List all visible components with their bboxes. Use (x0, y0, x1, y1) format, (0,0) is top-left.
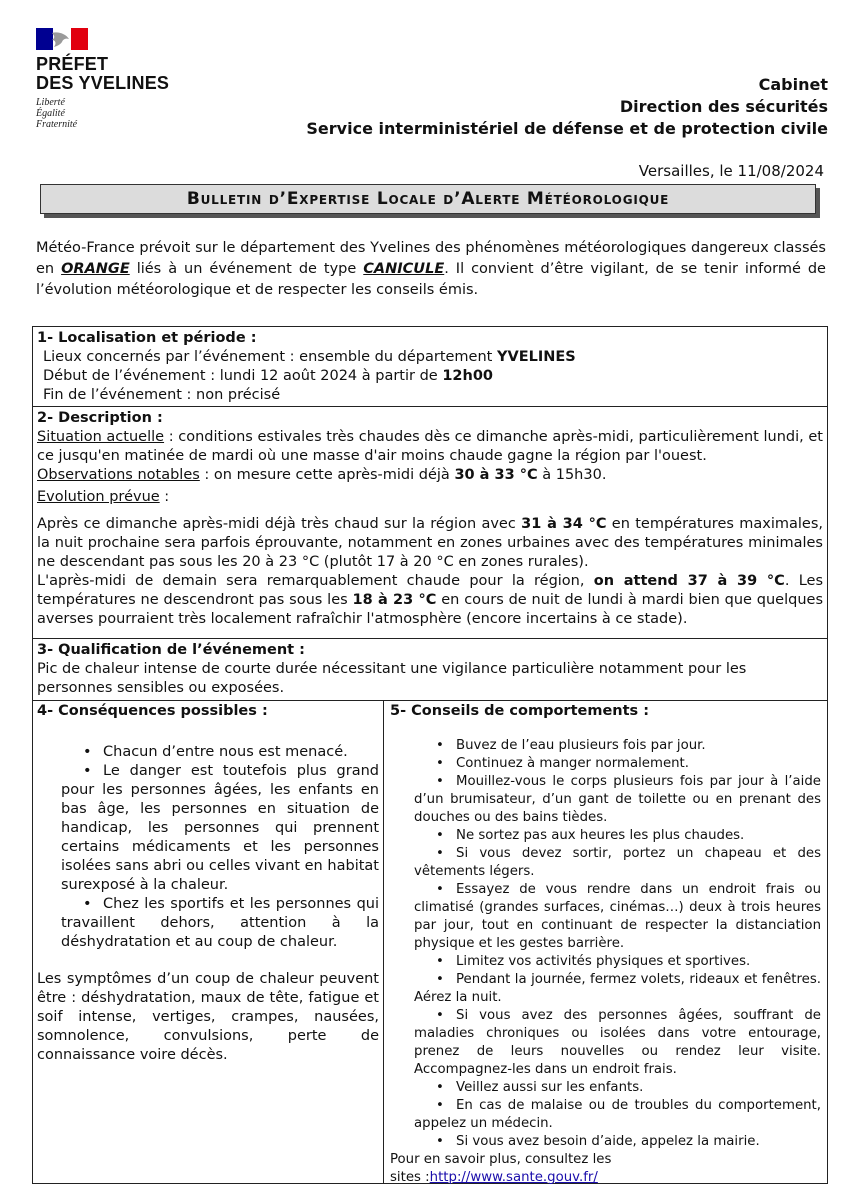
section-description (32, 406, 828, 638)
list-item: • Si vous avez des personnes âgées, souffrant de maladies chroniques ou isolées dans votre entourage, prenez de leurs nouvelles ou rendez leur visite. Accompagnez-les dans un endroit frais. (390, 1007, 821, 1079)
list-item: • Chacun d’entre nous est menacé. (37, 743, 379, 762)
list-item: • En cas de malaise ou de troubles du comportement, appelez un médecin. (390, 1097, 821, 1133)
evolution-paragraph-1: Après ce dimanche après-midi déjà très chaud sur la région avec 31 à 34 °C en températures maximales, la nuit prochaine sera parfois éprouvante, notamment en zones urbaines avec des températures minimales ne descendant pas sous les 20 à 23 °C (plutôt 17 à 20 °C en zones rurales). (37, 516, 823, 570)
advice-list (390, 737, 821, 1151)
list-item: • Si vous avez besoin d’aide, appelez la mairie. (390, 1133, 821, 1151)
service-header (306, 74, 828, 140)
symptoms-paragraph: Les symptômes d’un coup de chaleur peuvent être : déshydratation, maux de tête, fatigue et soif intense, vertiges, crampes, nausées, somnolence, convulsions, perte de connaissance voire décès. (37, 971, 379, 1063)
prefecture-logo (36, 28, 186, 130)
list-item: • Chez les sportifs et les personnes qui travaillent dehors, attention à la déshydratation et au coup de chaleur. (37, 895, 379, 952)
section-consequences (32, 700, 384, 1184)
logo-line-1: PRÉFET (36, 54, 109, 74)
list-item: • Buvez de l’eau plusieurs fois par jour. (390, 737, 821, 755)
evolution-prevue-label: Evolution prévue : (37, 489, 170, 505)
section-localisation (32, 326, 828, 406)
list-item: • Veillez aussi sur les enfants. (390, 1079, 821, 1097)
marianne-flag-icon (36, 28, 88, 50)
list-item: • Le danger est toutefois plus grand pour les personnes âgées, les enfants en bas âge, les personnes en situation de handicap, les personnes qui prennent certains médicaments et les personnes isolées sans abri ou celles vivant en habitat surexposé à la chaleur. (37, 762, 379, 895)
intro-paragraph: Météo-France prévoit sur le département des Yvelines des phénomènes météorologiques dangereux classés en ORANGE liés à un événement de type CANICULE. Il convient d’être vigilant, de se tenir informé de l’évolution météorologique et de respecter les conseils émis. (36, 240, 826, 298)
consequences-list (37, 743, 379, 952)
sante-link[interactable]: http://www.sante.gouv.fr/ (429, 1170, 598, 1185)
section-4-title: 4- Conséquences possibles : (37, 703, 268, 719)
observations-notables: Observations notables : on mesure cette après-midi déjà 30 à 33 °C à 15h30. (37, 467, 607, 483)
list-item: • Essayez de vous rendre dans un endroit frais ou climatisé (grandes surfaces, cinémas…) deux à trois heures par jour, tout en continuant de respecter la distanciation physique et les gestes barrière. (390, 881, 821, 953)
event-type: CANICULE (363, 261, 445, 277)
header-service: Service interministériel de défense et de protection civile (306, 119, 828, 138)
list-item: • Continuez à manger normalement. (390, 755, 821, 773)
bulletin-title-box (40, 184, 820, 218)
more-info-line-1: Pour en savoir plus, consultez les (390, 1152, 612, 1167)
section-3-title: 3- Qualification de l’événement : (37, 642, 305, 658)
logo-line-2: DES YVELINES (36, 73, 170, 93)
section-conseils (383, 700, 828, 1184)
lieux-line: Lieux concernés par l’événement : ensemble du département YVELINES (43, 349, 576, 365)
situation-actuelle: Situation actuelle : conditions estivales très chaudes dès ce dimanche après-midi, particulièrement lundi, et ce jusqu'en matinée de mardi où une masse d'air moins chaude gagne la région par l'ouest. (37, 429, 823, 464)
list-item: • Si vous devez sortir, portez un chapeau et des vêtements légers. (390, 845, 821, 881)
debut-line: Début de l’événement : lundi 12 août 2024 à partir de 12h00 (43, 368, 494, 384)
list-item: • Limitez vos activités physiques et sportives. (390, 953, 821, 971)
list-item: • Ne sortez pas aux heures les plus chaudes. (390, 827, 821, 845)
motto-fraternite: Fraternité (36, 119, 78, 130)
evolution-paragraph-2: L'après-midi de demain sera remarquablement chaude pour la région, on attend 37 à 39 °C. Les températures ne descendront pas sous les 18 à 23 °C en cours de nuit de lundi à mardi bien que quelques averses pourraient très localement rafraîchir l'atmosphère (encore incertains à ce stade). (37, 573, 823, 627)
header-cabinet: Cabinet (758, 75, 828, 94)
bulletin-title: Bulletin d’Expertise Locale d’Alerte Météorologique (40, 184, 816, 214)
qualification-text: Pic de chaleur intense de courte durée nécessitant une vigilance particulière notamment pour les personnes sensibles ou exposées. (37, 661, 747, 696)
section-1-title: 1- Localisation et période : (37, 330, 257, 346)
motto-egalite: Égalité (36, 108, 65, 119)
header-direction: Direction des sécurités (619, 97, 828, 116)
section-qualification (32, 638, 828, 700)
document-date: Versailles, le 11/08/2024 (638, 162, 824, 180)
more-info-line-2: sites :http://www.sante.gouv.fr/ (390, 1170, 598, 1185)
motto-liberte: Liberté (36, 97, 65, 108)
vigilance-level: ORANGE (61, 261, 130, 277)
list-item: • Mouillez-vous le corps plusieurs fois par jour à l’aide d’un brumisateur, d’un gant de toilette ou en prenant des douches ou des bains tièdes. (390, 773, 821, 827)
list-item: • Pendant la journée, fermez volets, rideaux et fenêtres. Aérez la nuit. (390, 971, 821, 1007)
section-5-title: 5- Conseils de comportements : (390, 703, 650, 719)
section-2-title: 2- Description : (37, 410, 163, 426)
fin-line: Fin de l’événement : non précisé (43, 387, 281, 403)
